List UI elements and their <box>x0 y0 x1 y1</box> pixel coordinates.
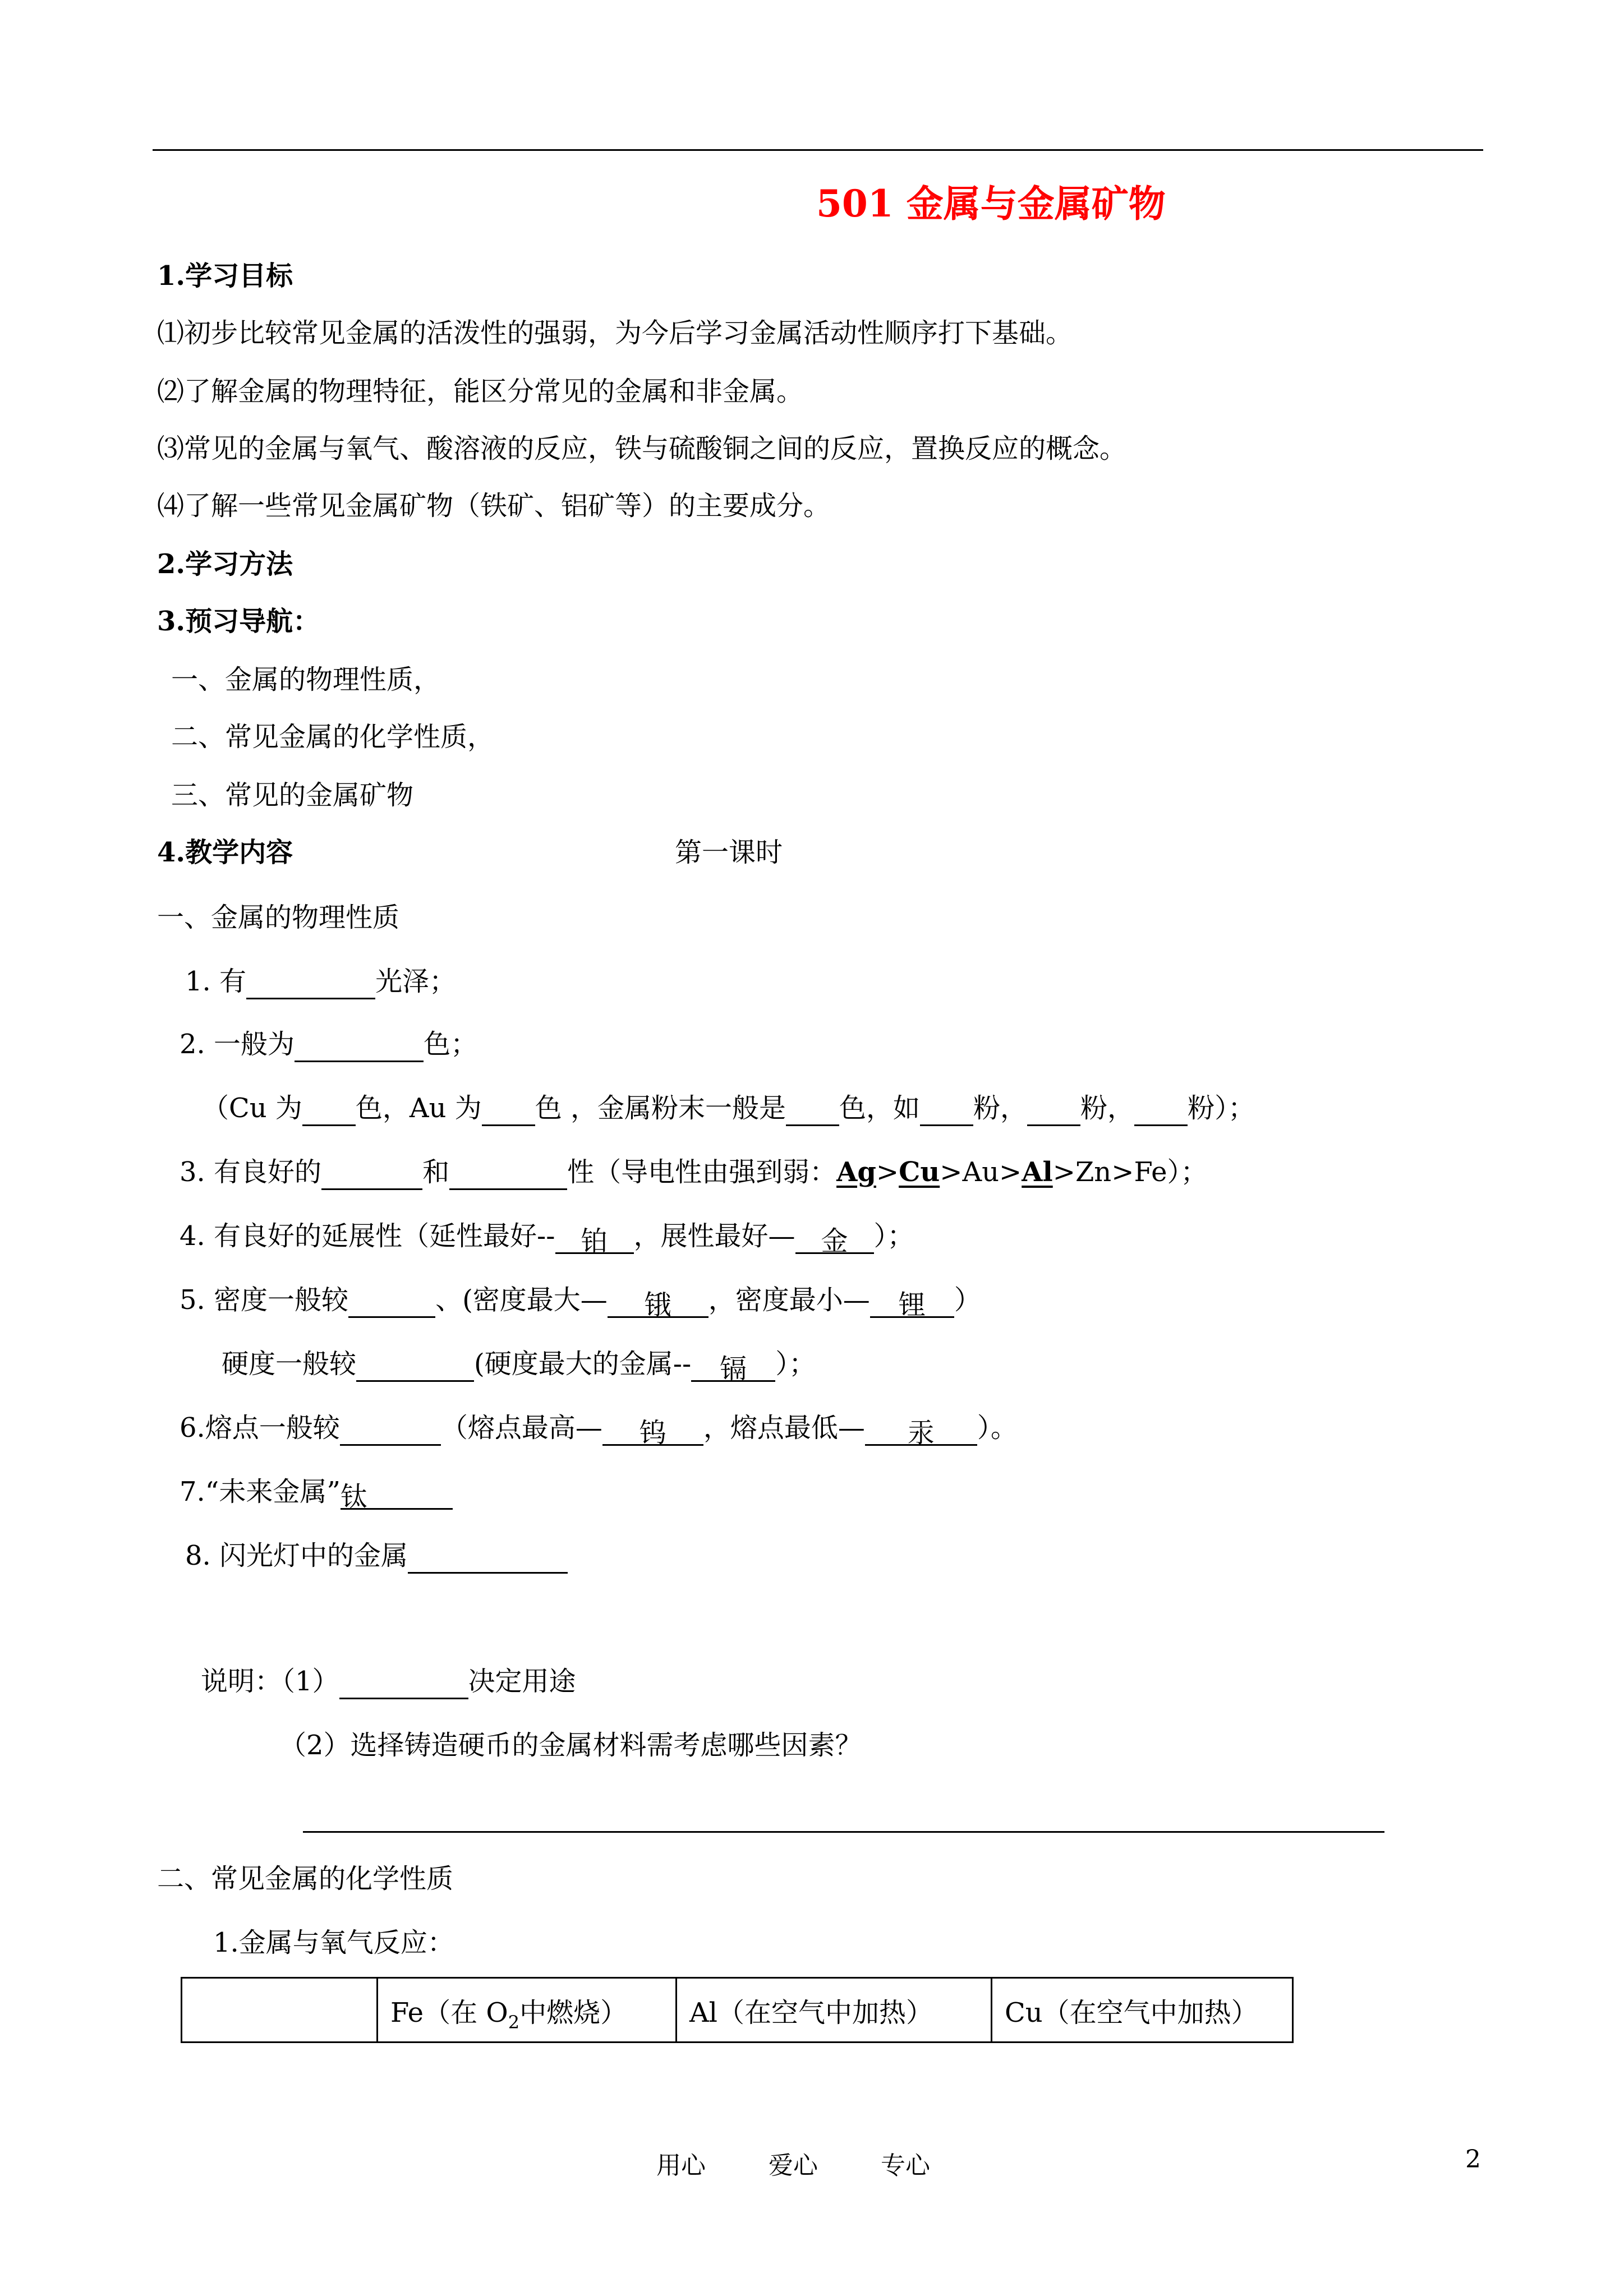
table-cell-cu: Cu（在空气中加热） <box>992 1978 1293 2043</box>
question-4 <box>180 1218 914 1257</box>
q7-text: 7.“未来金属” <box>180 1476 341 1507</box>
blank-field[interactable] <box>449 1159 567 1190</box>
blank-field[interactable] <box>348 1287 435 1318</box>
question-1 <box>185 963 456 999</box>
q5b-text: (硬度最大的金属-- <box>474 1348 692 1380</box>
answer-lithium: 锂 <box>870 1287 954 1318</box>
q3-text: 性（导电性由强到弱： <box>567 1156 837 1188</box>
preview-heading: 3.预习导航： <box>157 606 320 637</box>
q5-text: 、(密度最大— <box>435 1284 608 1316</box>
note-text: 粉）； <box>1188 1092 1255 1124</box>
blank-field[interactable] <box>295 1031 424 1062</box>
q8-text: 8. 闪光灯中的金属 <box>185 1540 408 1571</box>
question-5b <box>222 1346 816 1385</box>
table-cell-empty <box>182 1978 378 2043</box>
answer-osmium: 锇 <box>608 1287 709 1318</box>
preview-item: 二、常见金属的化学性质， <box>171 721 495 753</box>
answer-platinum: 铂 <box>555 1223 634 1254</box>
element-cu: Cu <box>899 1156 940 1188</box>
q6-text: 6.熔点一般较 <box>180 1412 340 1444</box>
answer-gold: 金 <box>795 1223 874 1254</box>
q5-text: ，密度最小— <box>708 1284 870 1316</box>
q5b-text: ）； <box>775 1348 816 1380</box>
blank-field[interactable] <box>408 1543 568 1574</box>
q5-text: 5. 密度一般较 <box>180 1284 349 1316</box>
note-text: （Cu 为 <box>202 1092 302 1124</box>
preview-item: 一、金属的物理性质， <box>171 664 441 695</box>
cell-text: Fe（在 O <box>390 1997 508 2028</box>
q3-text: > <box>876 1156 899 1188</box>
q2-text: 2. 一般为 <box>180 1029 295 1060</box>
q4-text: ，展性最好— <box>633 1220 795 1252</box>
q3-text: >Zn>Fe）； <box>1052 1156 1208 1188</box>
page-number: 2 <box>1465 2145 1481 2174</box>
table-row <box>182 1978 1293 2043</box>
answer-titanium: 钛 <box>341 1479 453 1510</box>
q3-text: >Au> <box>940 1156 1022 1188</box>
objective-item: ⑶常见的金属与氧气、酸溶液的反应，铁与硫酸铜之间的反应，置换反应的概念。 <box>157 433 1127 464</box>
blank-field[interactable] <box>482 1095 535 1126</box>
answer-tungsten: 钨 <box>602 1415 703 1446</box>
cell-text: 中燃烧） <box>519 1997 628 2028</box>
reaction-table <box>181 1977 1294 2043</box>
footer-right: 专心 <box>881 2151 930 2180</box>
answer-mercury: 汞 <box>865 1415 977 1446</box>
preview-item: 三、常见的金属矿物 <box>171 780 414 811</box>
footer-left: 用心 <box>656 2151 706 2180</box>
note-text: 色，如 <box>839 1092 921 1124</box>
answer-cadmium: 镉 <box>691 1351 775 1382</box>
note-text: 色 ，金属粉末一般是 <box>535 1092 786 1124</box>
question-7 <box>180 1474 453 1513</box>
blank-field[interactable] <box>1027 1095 1080 1126</box>
page-title: 501 金属与金属矿物 <box>816 182 1166 225</box>
blank-field[interactable] <box>246 969 375 999</box>
q6-text: ）。 <box>977 1412 1018 1444</box>
objective-item: ⑵了解金属的物理特征，能区分常见的金属和非金属。 <box>157 376 804 407</box>
footer-mid: 爱心 <box>769 2151 818 2180</box>
blank-field[interactable] <box>1134 1095 1188 1126</box>
blank-field[interactable] <box>340 1415 441 1446</box>
table-cell-al: Al（在空气中加热） <box>677 1978 992 2043</box>
note1-text: 说明：（1） <box>201 1666 339 1697</box>
question-2-note <box>202 1090 1255 1126</box>
oxygen-reaction-label: 1.金属与氧气反应： <box>213 1927 454 1958</box>
section-chemical: 二、常见金属的化学性质 <box>157 1863 454 1894</box>
note-text: 粉， <box>1080 1092 1135 1124</box>
answer-line[interactable] <box>303 1831 1384 1833</box>
question-6 <box>180 1410 1018 1449</box>
q6-text: （熔点最高— <box>440 1412 602 1444</box>
q1-text: 1. 有 <box>185 966 247 997</box>
q6-text: ，熔点最低— <box>703 1412 865 1444</box>
blank-field[interactable] <box>321 1159 422 1190</box>
note-2: （2）选择铸造硬币的金属材料需考虑哪些因素？ <box>279 1730 862 1761</box>
note-text: 色，Au 为 <box>355 1092 482 1124</box>
question-8 <box>185 1538 568 1574</box>
table-cell-fe <box>378 1978 677 2043</box>
objectives-heading: 1.学习目标 <box>157 260 293 292</box>
element-ag: Ag <box>836 1156 876 1188</box>
q5b-text: 硬度一般较 <box>222 1348 357 1380</box>
objective-item: ⑷了解一些常见金属矿物（铁矿、铝矿等）的主要成分。 <box>157 490 831 522</box>
note-text: 粉， <box>973 1092 1028 1124</box>
question-2 <box>180 1026 477 1062</box>
objective-item: ⑴初步比较常见金属的活泼性的强弱，为今后学习金属活动性顺序打下基础。 <box>157 317 1073 349</box>
cell-subscript: 2 <box>508 2011 520 2033</box>
content-heading: 4.教学内容 <box>157 837 293 868</box>
q4-text: 4. 有良好的延展性（延性最好-- <box>180 1220 555 1252</box>
q2-text: 色； <box>424 1029 478 1060</box>
blank-field[interactable] <box>302 1095 356 1126</box>
q5-text: ） <box>954 1284 981 1316</box>
note-1 <box>201 1663 576 1699</box>
header-rule <box>153 149 1483 151</box>
q3-text: 3. 有良好的 <box>180 1156 322 1188</box>
blank-field[interactable] <box>786 1095 839 1126</box>
blank-field[interactable] <box>339 1668 468 1699</box>
q3-text: 和 <box>422 1156 450 1188</box>
question-5 <box>180 1282 981 1321</box>
q1-text: 光泽； <box>375 966 457 997</box>
method-heading: 2.学习方法 <box>157 548 293 580</box>
element-al: Al <box>1022 1156 1053 1188</box>
question-3 <box>180 1154 1208 1190</box>
blank-field[interactable] <box>920 1095 973 1126</box>
lesson-label: 第一课时 <box>675 837 783 868</box>
note1-text: 决定用途 <box>468 1666 576 1697</box>
q4-text: ）； <box>873 1220 914 1252</box>
section-physical: 一、金属的物理性质 <box>157 902 400 933</box>
blank-field[interactable] <box>356 1351 474 1382</box>
